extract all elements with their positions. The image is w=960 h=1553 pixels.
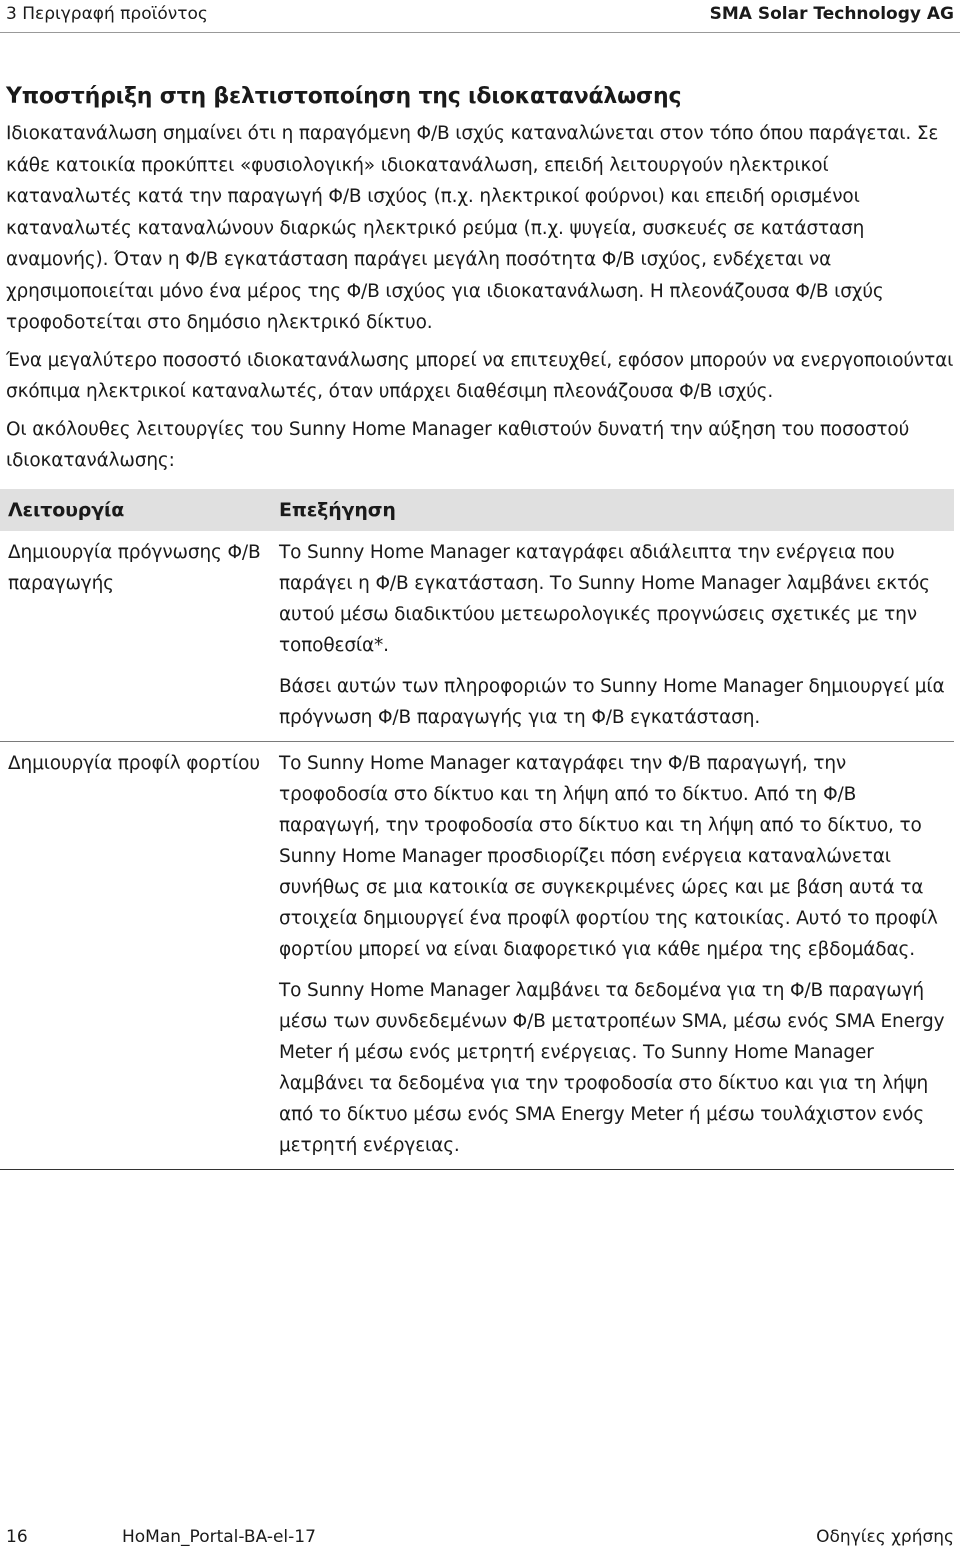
intro-paragraph: Ιδιοκατανάλωση σημαίνει ότι η παραγόμενη Φ/Β ισχύς καταναλώνεται στον τόπο όπου παράγεται. Σε κάθε κατοικία προκύπτει «φυσιολογική» ιδιοκατανάλωση, επειδή λειτουργούν ηλεκτρικοί καταναλωτές κατά την παραγωγή Φ/Β ισχύος (π.χ. ηλεκτρικοί φούρνοι) και επειδή ορισμένοι καταναλωτές καταναλώνουν διαρκώς ηλεκτρικό ρεύμα (π.χ. ψυγεία, συσκευές σε κατάσταση αναμονής). Όταν η Φ/Β εγκατάσταση παράγει μεγάλη ποσότητα Φ/Β ισχύος, ενδέχεται να χρησιμοποιείται μόνο ένα μέρος της Φ/Β ισχύος για ιδιοκατανάλωση. Η πλεονάζουσα Φ/Β ισχύς τροφοδοτείται στο δημόσιο ηλεκτρικό δίκτυο. (6, 123, 939, 333)
functions-lead-paragraph: Οι ακόλουθες λειτουργίες του Sunny Home Manager καθιστούν δυνατή την αύξηση του ποσοστού ιδιοκατανάλωσης: (6, 418, 910, 471)
table-row (0, 741, 954, 1169)
function-name: Δημιουργία προφίλ φορτίου (0, 741, 271, 1169)
table-header-row (0, 489, 954, 531)
page-number: 16 (6, 1527, 28, 1547)
table-row (0, 531, 954, 742)
column-header-explanation: Επεξήγηση (271, 489, 954, 531)
document-type: Οδηγίες χρήσης (816, 1527, 954, 1547)
explanation-paragraph: Το Sunny Home Manager καταγράφει την Φ/Β παραγωγή, την τροφοδοσία στο δίκτυο και τη λήψη από το δίκτυο. Από τη Φ/Β παραγωγή, την τροφοδοσία στο δίκτυο και τη λήψη από το δίκτυο, το Sunny Home Manager προσδιορίζει πόση ενέργεια καταναλώνεται συνήθως σε μια κατοικία σε συγκεκριμένες ώρες και με βάση αυτά τα στοιχεία δημιουργεί ένα προφίλ φορτίου της κατοικίας. Αυτό το προφίλ φορτίου μπορεί να είναι διαφορετικό για κάθε ημέρα της εβδομάδας. (279, 752, 938, 960)
functions-table (0, 489, 954, 1170)
header-divider (0, 32, 960, 33)
main-content (6, 80, 954, 1170)
self-consumption-paragraph: Ένα μεγαλύτερο ποσοστό ιδιοκατανάλωσης μπορεί να επιτευχθεί, εφόσον μπορούν να ενεργοποιούνται σκόπιμα ηλεκτρικοί καταναλωτές, όταν υπάρχει διαθέσιμη πλεονάζουσα Φ/Β ισχύς. (6, 349, 954, 402)
explanation-paragraph: Βάσει αυτών των πληροφοριών το Sunny Home Manager δημιουργεί μία πρόγνωση Φ/Β παραγωγής για τη Φ/Β εγκατάσταση. (279, 675, 945, 728)
column-header-function: Λειτουργία (0, 489, 271, 531)
company-name: SMA Solar Technology AG (709, 4, 954, 24)
page-header (0, 0, 960, 30)
section-title: Υποστήριξη στη βελτιστοποίηση της ιδιοκατανάλωσης (6, 84, 682, 109)
function-explanation (271, 741, 954, 1169)
document-id: HoMan_Portal-BA-el-17 (122, 1527, 316, 1547)
chapter-title: 3 Περιγραφή προϊόντος (6, 4, 208, 24)
function-explanation (271, 531, 954, 742)
explanation-paragraph: Το Sunny Home Manager λαμβάνει τα δεδομένα για τη Φ/Β παραγωγή μέσω των συνδεδεμένων Φ/Β μετατροπέων SMA, μέσω ενός SMA Energy Meter ή μέσω ενός μετρητή ενέργειας. Το Sunny Home Manager λαμβάνει τα δεδομένα για την τροφοδοσία στο δίκτυο και για τη λήψη από το δίκτυο μέσω ενός SMA Energy Meter ή μέσω τουλάχιστον ενός μετρητή ενέργειας. (279, 979, 945, 1156)
function-name: Δημιουργία πρόγνωσης Φ/Β παραγωγής (0, 531, 271, 742)
explanation-paragraph: Το Sunny Home Manager καταγράφει αδιάλειπτα την ενέργεια που παράγει η Φ/Β εγκατάσταση. Το Sunny Home Manager λαμβάνει εκτός αυτού μέσω διαδικτύου μετεωρολογικές προγνώσεις σχετικές με την τοποθεσία*. (279, 541, 930, 656)
